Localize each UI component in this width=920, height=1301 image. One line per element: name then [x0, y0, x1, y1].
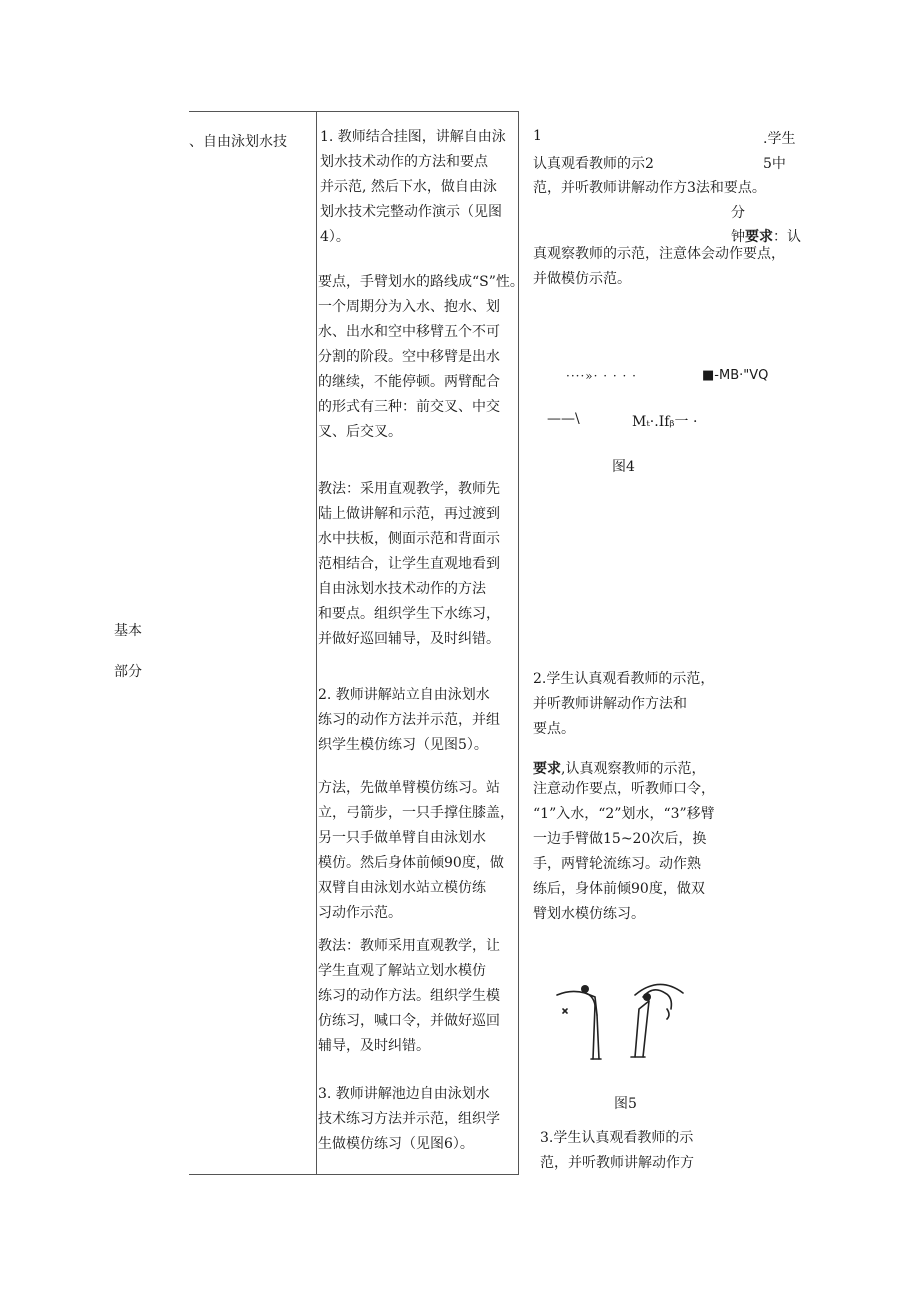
teacher-step1: 1. 教师结合挂图，讲解自由泳 划水技术动作的方法和要点 并示范, 然后下水，做自由泳 划水技术完整动作演示（见图 4）。	[320, 129, 506, 245]
fig4-row1-left: ····»· · · · ·	[566, 369, 637, 383]
section-label-line2: 部分	[114, 664, 142, 680]
teacher-method-desc: 方法，先做单臂模仿练习。站 立，弓箭步，一只手撑住膝盖， 另一只手做单臂自由泳划水 模仿。然后身体前倾90度，做 双臂自由泳划水站立模仿练 习动作示范。	[318, 780, 514, 921]
teacher-step3: 3. 教师讲解池边自由泳划水 技术练习方法并示范，组织学 生做模仿练习（见图6）。	[318, 1086, 500, 1152]
teacher-key-points: 要点，手臂划水的路线成“S”性。 一个周期分为入水、抱水、划 水、出水和空中移臂五个不可 分割的阶段。空中移臂是出水 的继续，不能停顿。两臂配合 的形式有三种：前交叉、中交 叉、后交叉。	[318, 274, 524, 440]
student1-requirement-head: 钟要求：认	[731, 229, 801, 245]
fig5-caption: 图5	[614, 1096, 637, 1112]
table-top-rule	[189, 111, 519, 112]
swimmer-pose-figures-icon	[555, 975, 695, 1065]
student2-requirement-head: 要求,认真观察教师的示范，	[533, 761, 706, 777]
section-label-line1: 基本	[114, 623, 142, 639]
teacher-method1: 教法：采用直观教学，教师先 陆上做讲解和示范，再过渡到 水中扶板，侧面示范和背面示 范相结合，让学生直观地看到 自由泳划水技术动作的方法 和要点。组织学生下水练习， 并做好巡回辅导，及时纠错。	[318, 481, 500, 647]
student2-requirement: 注意动作要点，听教师口令， “1”入水，“2”划水，“3”移臂 一边手臂做15~20次后，换 手，两臂轮流练习。动作熟 练后，身体前倾90度，做双 臂划水模仿练习。	[533, 781, 715, 922]
teacher-method2: 教法：教师采用直观教学，让 学生直观了解站立划水模仿 练习的动作方法。组织学生模 仿练习，喊口令，并做好巡回 辅导，及时纠错。	[318, 938, 500, 1054]
student1-number: 1	[533, 128, 542, 144]
student2-text: 2.学生认真观看教师的示范， 并听教师讲解动作方法和 要点。	[533, 671, 715, 737]
fig4-row1-right: ■-MB·"VQ	[702, 368, 769, 383]
topic-label: 、自由泳划水技	[189, 134, 287, 150]
fig4-row2-right: Mₜ·.Ifᵦ一 ·	[632, 414, 698, 430]
fig4-caption: 图4	[612, 459, 635, 475]
student1-time2: 分	[731, 205, 745, 221]
student1-requirement: 真观察教师的示范，注意体会动作要点， 并做模仿示范。	[533, 246, 785, 287]
requirement-label: 要求	[745, 229, 773, 245]
student1-head-tail: .学生	[763, 131, 796, 147]
fig4-row2-left: ——\	[547, 411, 580, 427]
swimmer-figure-right	[631, 984, 683, 1057]
student1-time1: 5中	[763, 156, 786, 172]
swimmer-figure-left	[557, 985, 601, 1059]
column-divider-1	[316, 111, 317, 1175]
student1-line2: 认真观看教师的示2	[533, 156, 654, 172]
teacher-step2: 2. 教师讲解站立自由泳划水 练习的动作方法并示范，并组 织学生模仿练习（见图5）。	[318, 687, 500, 753]
student1-line3: 范，并听教师讲解动作方3法和要点。	[533, 180, 766, 196]
student3-text: 3.学生认真观看教师的示 范，并听教师讲解动作方	[540, 1130, 694, 1171]
requirement-label: 要求	[533, 761, 561, 777]
table-bottom-rule	[189, 1174, 519, 1175]
